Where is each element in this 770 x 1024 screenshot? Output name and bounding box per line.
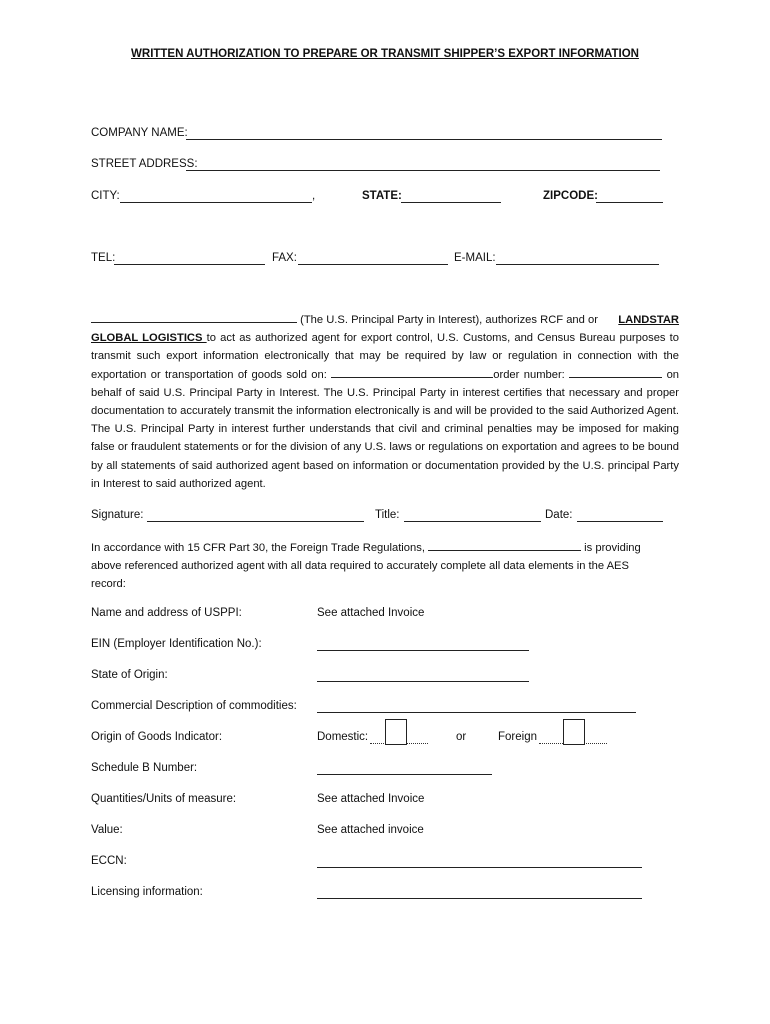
email-label: E-MAIL: — [454, 252, 496, 264]
state-of-origin-field[interactable] — [317, 681, 529, 682]
authorization-paragraph — [91, 311, 679, 493]
date-label: Date: — [545, 509, 573, 521]
fax-label: FAX: — [272, 252, 297, 264]
licensing-label: Licensing information: — [91, 886, 203, 898]
or-label: or — [456, 731, 467, 743]
order-number-label: order number: — [493, 368, 565, 381]
accordance-part2: is providing — [584, 542, 641, 554]
value-value: See attached invoice — [317, 824, 424, 836]
foreign-checkbox[interactable] — [563, 719, 585, 745]
tel-field[interactable] — [114, 264, 265, 265]
sold-on-field[interactable] — [331, 366, 493, 378]
schedule-b-field[interactable] — [317, 774, 492, 775]
usppi-name-address-label: Name and address of USPPI: — [91, 607, 242, 619]
state-of-origin-label: State of Origin: — [91, 669, 168, 681]
origin-indicator-label: Origin of Goods Indicator: — [91, 731, 223, 743]
fax-field[interactable] — [298, 264, 448, 265]
foreign-label: Foreign — [498, 731, 537, 743]
domestic-checkbox[interactable] — [385, 719, 407, 745]
city-field[interactable] — [120, 202, 312, 203]
value-label: Value: — [91, 824, 123, 836]
street-address-label: STREET ADDRESS: — [91, 158, 198, 170]
schedule-b-label: Schedule B Number: — [91, 762, 198, 774]
usppi-providing-field[interactable] — [428, 539, 581, 551]
city-comma: , — [312, 190, 316, 202]
accordance-paragraph — [91, 539, 651, 593]
order-number-field[interactable] — [569, 366, 662, 378]
ein-label: EIN (Employer Identification No.): — [91, 638, 262, 650]
email-field[interactable] — [496, 264, 659, 265]
date-field[interactable] — [577, 521, 663, 522]
state-field[interactable] — [401, 202, 501, 203]
agent-name-part1: LANDSTAR — [618, 314, 679, 326]
authorization-body2: on behalf of said U.S. Principal Party in Interest. The U.S. Principal Party in interest certifies that necessary and proper documentation to accurately transmit the information electronically is and will be provided to the said Authorized Agent. The U.S. Principal Party in interest further understands that civil and criminal penalties may be imposed for making false or fraudulent statements or for the division of any U.S. laws or regulations on exportation and agrees to be bound by all statements of said authorized agent based on information or documentation provided by the U.S. principal Party in Interest to said authorized agent. — [91, 368, 680, 490]
title-label: Title: — [375, 509, 400, 521]
tel-label: TEL: — [91, 252, 116, 264]
state-label: STATE: — [362, 190, 402, 202]
quantities-value: See attached Invoice — [317, 793, 425, 805]
authorization-body1: to act as authorized agent for export control, U.S. Customs, and Census Bureau purposes to transmit such export information electronically that may be required by law or regulation in connection with the exportation or transportation of goods sold on: — [91, 332, 679, 381]
usppi-name-address-value: See attached Invoice — [317, 607, 425, 619]
ein-field[interactable] — [317, 650, 529, 651]
agent-name-part2: GLOBAL LOGISTICS — [91, 332, 207, 345]
zipcode-field[interactable] — [596, 202, 663, 203]
domestic-label: Domestic: — [317, 731, 369, 743]
accordance-part1: In accordance with 15 CFR Part 30, the Foreign Trade Regulations, — [91, 542, 425, 554]
commodities-description-field[interactable] — [317, 712, 636, 713]
quantities-label: Quantities/Units of measure: — [91, 793, 237, 805]
company-name-label: COMPANY NAME: — [91, 127, 188, 139]
authorization-intro: (The U.S. Principal Party in Interest), authorizes RCF and or — [300, 314, 598, 326]
signature-field[interactable] — [147, 521, 364, 522]
title-field[interactable] — [404, 521, 541, 522]
eccn-field[interactable] — [317, 867, 642, 868]
signature-label: Signature: — [91, 509, 144, 521]
company-name-field[interactable] — [186, 139, 662, 140]
form-title: WRITTEN AUTHORIZATION TO PREPARE OR TRANSMIT SHIPPER’S EXPORT INFORMATION — [131, 48, 639, 60]
zipcode-label: ZIPCODE: — [543, 190, 598, 202]
commodities-description-label: Commercial Description of commodities: — [91, 700, 297, 712]
usppi-name-field[interactable] — [91, 311, 297, 323]
city-label: CITY: — [91, 190, 120, 202]
eccn-label: ECCN: — [91, 855, 127, 867]
accordance-part3: above referenced authorized agent with all data required to accurately complete all data elements in the AES record: — [91, 560, 629, 590]
licensing-field[interactable] — [317, 898, 642, 899]
street-address-field[interactable] — [186, 170, 660, 171]
